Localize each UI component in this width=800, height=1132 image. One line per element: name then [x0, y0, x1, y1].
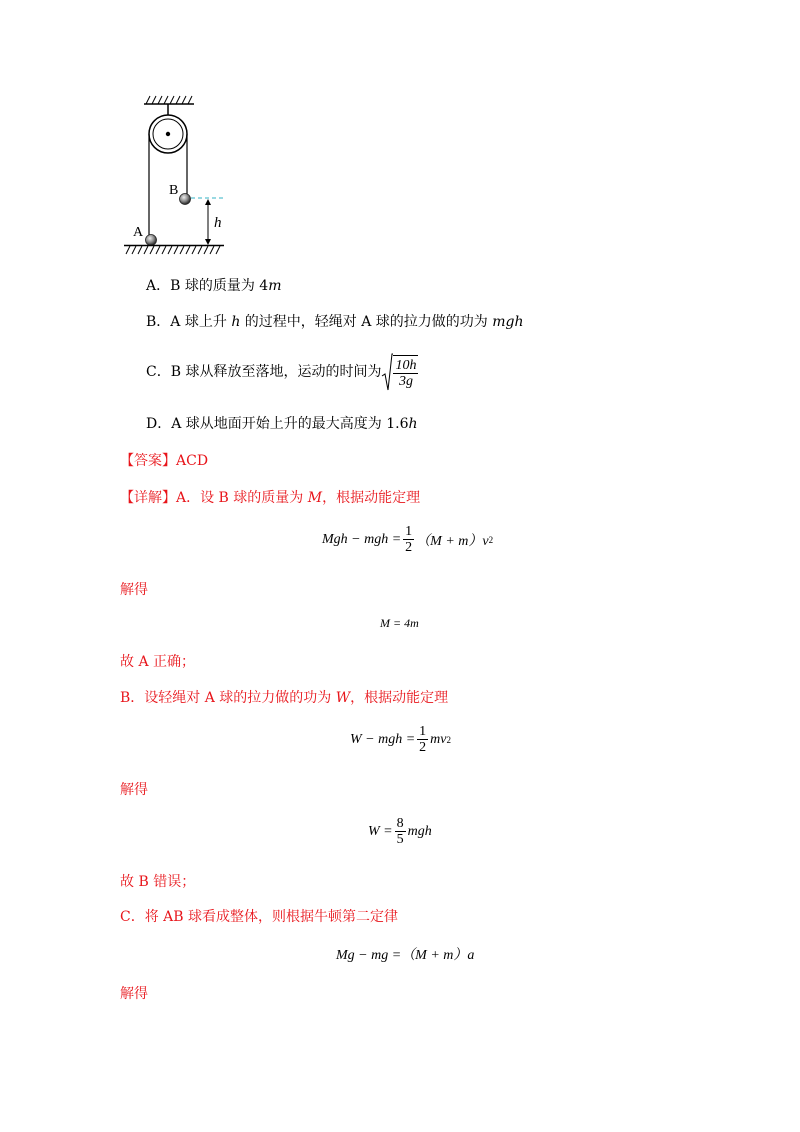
equation-2: M = 4m — [380, 616, 419, 630]
explanation-label: 【详解】 — [120, 490, 176, 506]
ceiling-hatch — [146, 96, 192, 104]
option-b-mid: 的过程中，轻绳对 A 球的拉力做的功为 — [240, 314, 493, 330]
pulley-diagram — [120, 92, 240, 257]
option-c-sqrt — [381, 352, 420, 392]
explanation-b-var: W — [335, 690, 351, 706]
option-c-den: 3g — [393, 373, 418, 389]
option-a — [146, 276, 282, 296]
equation-1-den: 2 — [405, 540, 413, 555]
answer-label: 【答案】 — [120, 453, 176, 469]
explanation-c-intro: C．将 AB 球看成整体，则根据牛顿第二定律 — [120, 909, 399, 925]
option-d — [146, 414, 418, 434]
equation-4-den: 5 — [396, 832, 404, 847]
ball-a — [146, 235, 157, 246]
equation-4-left: W = — [368, 823, 393, 839]
equation-4 — [368, 816, 432, 847]
equation-1 — [322, 524, 493, 555]
equation-1-num: 1 — [405, 524, 413, 539]
option-a-var: m — [268, 278, 282, 294]
equation-3-den: 2 — [419, 740, 427, 755]
jiede-2: 解得 — [120, 782, 148, 798]
equation-4-num: 8 — [396, 816, 404, 831]
option-c-fraction — [393, 355, 418, 389]
ball-b — [180, 194, 191, 205]
explanation-b-conclusion: 故 B 错误； — [120, 874, 196, 890]
equation-1-right: （M + m）v — [416, 533, 489, 549]
sqrt-symbol — [381, 352, 393, 392]
explanation-b-prefix: B．设轻绳对 A 球的拉力做的功为 — [120, 690, 336, 706]
equation-5: Mg − mg =（M + m）a — [336, 948, 475, 963]
explanation-a-var: M — [307, 490, 323, 506]
height-arrow-bottom — [205, 239, 211, 245]
equation-3-right: mv — [430, 731, 447, 747]
jiede-3: 解得 — [120, 986, 148, 1002]
equation-1-left: Mgh − mgh = — [322, 531, 402, 547]
option-a-text: A．B 球的质量为 4 — [146, 278, 269, 294]
equation-3-fraction — [417, 724, 428, 755]
explanation-b-intro — [120, 688, 448, 708]
equation-3-exp: 2 — [446, 734, 451, 745]
option-b — [146, 312, 524, 332]
option-b-expr: mgh — [492, 314, 524, 330]
ground-hatch — [126, 246, 220, 254]
label-h: h — [214, 215, 222, 231]
equation-3-num: 1 — [419, 724, 427, 739]
equation-4-fraction — [395, 816, 406, 847]
answer-line — [120, 451, 208, 471]
answer-value: ACD — [176, 453, 209, 469]
equation-4-right: mgh — [407, 823, 432, 839]
equation-1-fraction — [403, 524, 414, 555]
equation-1-exp: 2 — [488, 534, 494, 545]
explanation-a-intro — [120, 488, 420, 508]
explanation-a-conclusion: 故 A 正确； — [120, 654, 196, 670]
label-a: A — [133, 225, 144, 240]
option-d-var: h — [408, 416, 418, 432]
equation-3 — [350, 724, 451, 755]
explanation-a-suffix: ，根据动能定理 — [322, 490, 421, 506]
option-c-text: C．B 球从释放至落地，运动的时间为 — [146, 364, 382, 380]
equation-3-left: W − mgh = — [350, 731, 416, 747]
option-c-num: 10h — [395, 358, 417, 373]
label-b: B — [169, 183, 179, 198]
height-arrow-top — [205, 199, 211, 205]
option-b-prefix: B．A 球上升 — [146, 314, 232, 330]
option-b-var: h — [231, 314, 241, 330]
explanation-a-prefix: A．设 B 球的质量为 — [176, 490, 308, 506]
option-c — [146, 352, 420, 392]
option-d-text: D．A 球从地面开始上升的最大高度为 1.6 — [146, 416, 409, 432]
explanation-b-suffix: ，根据动能定理 — [350, 690, 449, 706]
jiede-1: 解得 — [120, 582, 148, 598]
pulley-axle — [166, 132, 170, 136]
